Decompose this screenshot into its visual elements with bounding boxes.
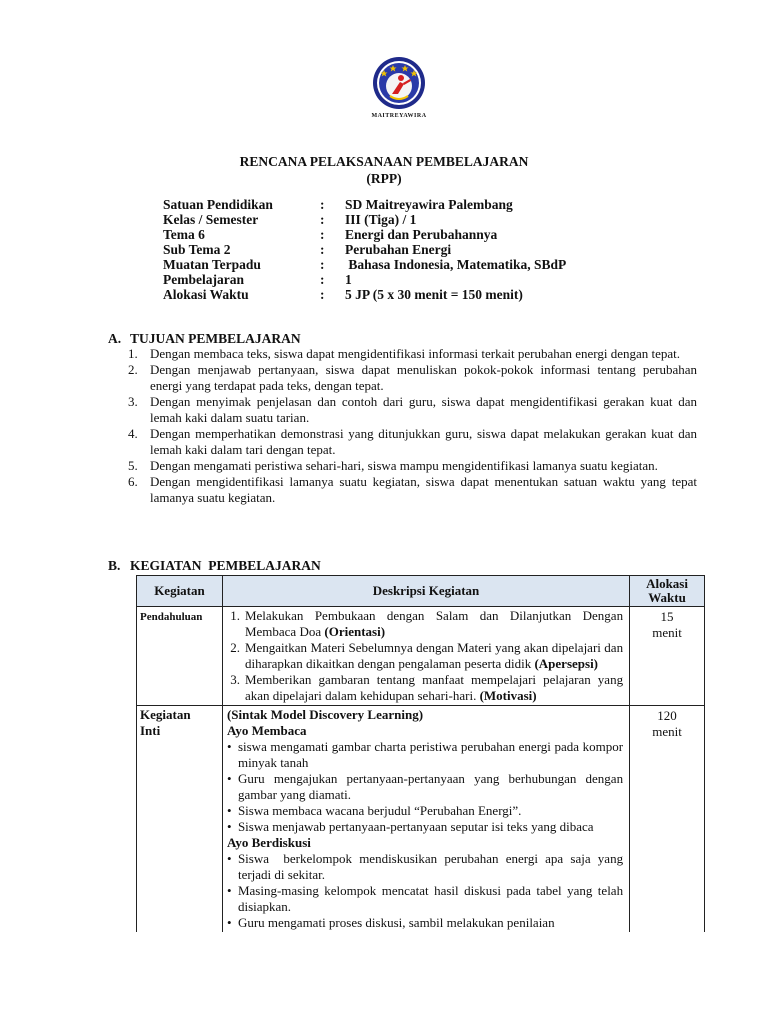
list-item bbox=[227, 915, 623, 931]
goal-text: Dengan mengamati peristiwa sehari-hari, siswa mampu mengidentifikasi lamanya suatu kegiatan. bbox=[150, 458, 658, 473]
header-alokasi-line2: Waktu bbox=[648, 590, 686, 605]
list-item bbox=[227, 803, 623, 819]
identity-colon: : bbox=[320, 287, 325, 302]
item-text: Guru mengamati proses diskusi, sambil melakukan penilaian bbox=[237, 915, 555, 930]
identity-row bbox=[163, 197, 566, 212]
list-item bbox=[227, 608, 623, 640]
goal-text: Dengan memperhatikan demonstrasi yang ditunjukkan guru, siswa dapat melakukan gerakan kuat dan lemah kaki dalam tari dengan tepat. bbox=[150, 426, 697, 457]
identity-label: Satuan Pendidikan bbox=[163, 197, 273, 212]
bullet-icon: • bbox=[226, 771, 232, 786]
goal-text: Dengan menyimak penjelasan dan contoh dari guru, siswa dapat mengidentifikasi gerakan kuat dan lemah kaki dalam suatu tarian. bbox=[150, 394, 697, 425]
item-bold-text: (Orientasi) bbox=[324, 624, 386, 639]
item-text: Siswa menjawab pertanyaan-pertanyaan seputar isi teks yang dibaca bbox=[237, 819, 594, 834]
membaca-list bbox=[227, 739, 623, 835]
goal-text: Dengan menjawab pertanyaan, siswa dapat menuliskan pokok-pokok informasi tentang perubahan energi yang terdapat pada teks, dengan tepat. bbox=[150, 362, 697, 393]
pendahuluan-list bbox=[227, 608, 623, 704]
item-text bbox=[245, 672, 623, 704]
list-item bbox=[128, 474, 697, 506]
identity-value: 5 JP (5 x 30 menit = 150 menit) bbox=[345, 287, 523, 302]
table-row bbox=[137, 607, 705, 706]
identity-value: Perubahan Energi bbox=[345, 242, 452, 257]
item-number: 2. bbox=[230, 640, 240, 655]
activities-table bbox=[136, 575, 705, 932]
header-kegiatan: Kegiatan bbox=[137, 576, 223, 607]
time-unit: menit bbox=[652, 724, 682, 739]
inti-label-line1: Kegiatan bbox=[140, 707, 191, 722]
identity-label: Sub Tema 2 bbox=[163, 242, 231, 257]
list-item bbox=[227, 883, 623, 915]
item-text: Siswa membaca wacana berjudul “Perubahan Energi”. bbox=[237, 803, 522, 818]
bullet-icon: • bbox=[226, 803, 232, 818]
bullet-icon: • bbox=[226, 915, 232, 930]
item-plain-text: Melakukan Pembukaan dengan Salam dan Dilanjutkan Dengan Membaca Doa bbox=[244, 608, 624, 639]
item-text: Masing-masing kelompok mencatat hasil diskusi pada tabel yang telah disiapkan. bbox=[237, 883, 624, 914]
identity-label: Kelas / Semester bbox=[163, 212, 259, 227]
list-item bbox=[227, 771, 623, 803]
bullet-icon: • bbox=[226, 883, 232, 898]
goal-number: 1. bbox=[128, 346, 138, 361]
identity-row bbox=[163, 272, 566, 287]
identity-value: III (Tiga) / 1 bbox=[345, 212, 417, 227]
inti-description-cell bbox=[222, 706, 629, 933]
item-plain-text: Memberikan gambaran tentang manfaat mempelajari pelajaran yang akan dipelajari dalam kehidupan sehari-hari. bbox=[244, 672, 624, 703]
identity-colon: : bbox=[320, 197, 325, 212]
identity-row bbox=[163, 287, 566, 302]
ayo-membaca-title: Ayo Membaca bbox=[226, 723, 307, 738]
identity-value: Energi dan Perubahannya bbox=[345, 227, 498, 242]
item-plain-text: Mengaitkan Materi Sebelumnya dengan Materi yang akan dipelajari dan diharapkan dikaitkan dengan pengalaman peserta didik bbox=[244, 640, 624, 671]
section-b-heading bbox=[108, 558, 321, 574]
identity-block bbox=[163, 197, 566, 302]
section-b-title: KEGIATAN PEMBELAJARAN bbox=[130, 558, 321, 573]
identity-label: Pembelajaran bbox=[163, 272, 244, 287]
pendahuluan-time-cell bbox=[630, 607, 705, 706]
header-alokasi bbox=[630, 576, 705, 607]
inti-label-cell bbox=[137, 706, 223, 933]
item-bold-text: (Motivasi) bbox=[479, 688, 537, 703]
learning-goals-list bbox=[128, 346, 697, 506]
section-a-letter: A. bbox=[108, 331, 122, 346]
identity-row bbox=[163, 242, 566, 257]
identity-value: Bahasa Indonesia, Matematika, SBdP bbox=[345, 257, 567, 272]
item-number: 1. bbox=[230, 608, 240, 623]
list-item bbox=[226, 851, 627, 883]
list-item bbox=[128, 426, 697, 458]
list-item bbox=[227, 672, 623, 704]
identity-row bbox=[163, 212, 566, 227]
time-value: 120 bbox=[657, 708, 677, 723]
goal-text: Dengan membaca teks, siswa dapat mengidentifikasi informasi terkait perubahan energi dengan tepat. bbox=[150, 346, 681, 361]
identity-value: 1 bbox=[345, 272, 352, 287]
list-item bbox=[227, 640, 623, 672]
header-alokasi-line1: Alokasi bbox=[646, 576, 688, 591]
list-item bbox=[128, 362, 697, 394]
list-item bbox=[227, 819, 623, 835]
header-deskripsi: Deskripsi Kegiatan bbox=[222, 576, 629, 607]
inti-time-cell bbox=[630, 706, 705, 933]
identity-colon: : bbox=[320, 212, 325, 227]
title-line-2: (RPP) bbox=[366, 171, 402, 186]
time-unit: menit bbox=[652, 625, 682, 640]
item-text: Guru mengajukan pertanyaan-pertanyaan yang berhubungan dengan gambar yang diamati. bbox=[237, 771, 624, 802]
goal-number: 2. bbox=[128, 362, 138, 377]
item-text bbox=[245, 608, 623, 640]
list-item bbox=[128, 346, 697, 362]
list-item bbox=[128, 394, 697, 426]
item-text: siswa mengamati gambar charta peristiwa perubahan energi pada kompor minyak tanah bbox=[237, 739, 624, 770]
identity-colon: : bbox=[320, 272, 325, 287]
inti-label-line2: Inti bbox=[140, 723, 161, 738]
diskusi-list bbox=[226, 851, 627, 931]
table-row bbox=[137, 706, 705, 933]
identity-value: SD Maitreyawira Palembang bbox=[345, 197, 513, 212]
maitreyawira-emblem-icon bbox=[372, 56, 426, 110]
identity-colon: : bbox=[320, 257, 325, 272]
pendahuluan-description-cell bbox=[222, 607, 629, 706]
identity-row bbox=[163, 227, 566, 242]
item-number: 3. bbox=[230, 672, 240, 687]
title-line-1: RENCANA PELAKSANAAN PEMBELAJARAN bbox=[239, 154, 529, 169]
identity-label: Alokasi Waktu bbox=[163, 287, 249, 302]
school-logo bbox=[367, 56, 431, 120]
pendahuluan-label: Pendahuluan bbox=[140, 611, 203, 623]
section-a-title: TUJUAN PEMBELAJARAN bbox=[130, 331, 301, 346]
bullet-icon: • bbox=[226, 819, 232, 834]
section-a-heading bbox=[108, 331, 301, 347]
identity-colon: : bbox=[320, 227, 325, 242]
item-text bbox=[245, 640, 623, 672]
goal-number: 3. bbox=[128, 394, 138, 409]
section-b-letter: B. bbox=[108, 558, 121, 573]
list-item bbox=[227, 739, 623, 771]
item-text: Siswa berkelompok mendiskusikan perubahan energi apa saja yang terjadi di sekitar. bbox=[237, 851, 627, 882]
pendahuluan-label-cell bbox=[137, 607, 223, 706]
list-item bbox=[128, 458, 697, 474]
identity-label: Muatan Terpadu bbox=[163, 257, 261, 272]
bullet-icon: • bbox=[226, 851, 232, 866]
time-value: 15 bbox=[660, 609, 674, 624]
ayo-berdiskusi-title: Ayo Berdiskusi bbox=[226, 835, 311, 850]
goal-number: 5. bbox=[128, 458, 138, 473]
goal-number: 6. bbox=[128, 474, 138, 489]
identity-row bbox=[163, 257, 566, 272]
item-bold-text: (Apersepsi) bbox=[534, 656, 599, 671]
bullet-icon: • bbox=[226, 739, 232, 754]
logo-caption: MAITREYAWIRA bbox=[371, 113, 427, 119]
identity-label: Tema 6 bbox=[163, 227, 205, 242]
goal-number: 4. bbox=[128, 426, 138, 441]
document-title bbox=[0, 153, 768, 187]
table-header-row bbox=[137, 576, 705, 607]
identity-colon: : bbox=[320, 242, 325, 257]
model-title: (Sintak Model Discovery Learning) bbox=[226, 707, 424, 722]
goal-text: Dengan mengidentifikasi lamanya suatu kegiatan, siswa dapat menentukan satuan waktu yang tepat lamanya suatu kegiatan. bbox=[150, 474, 697, 505]
